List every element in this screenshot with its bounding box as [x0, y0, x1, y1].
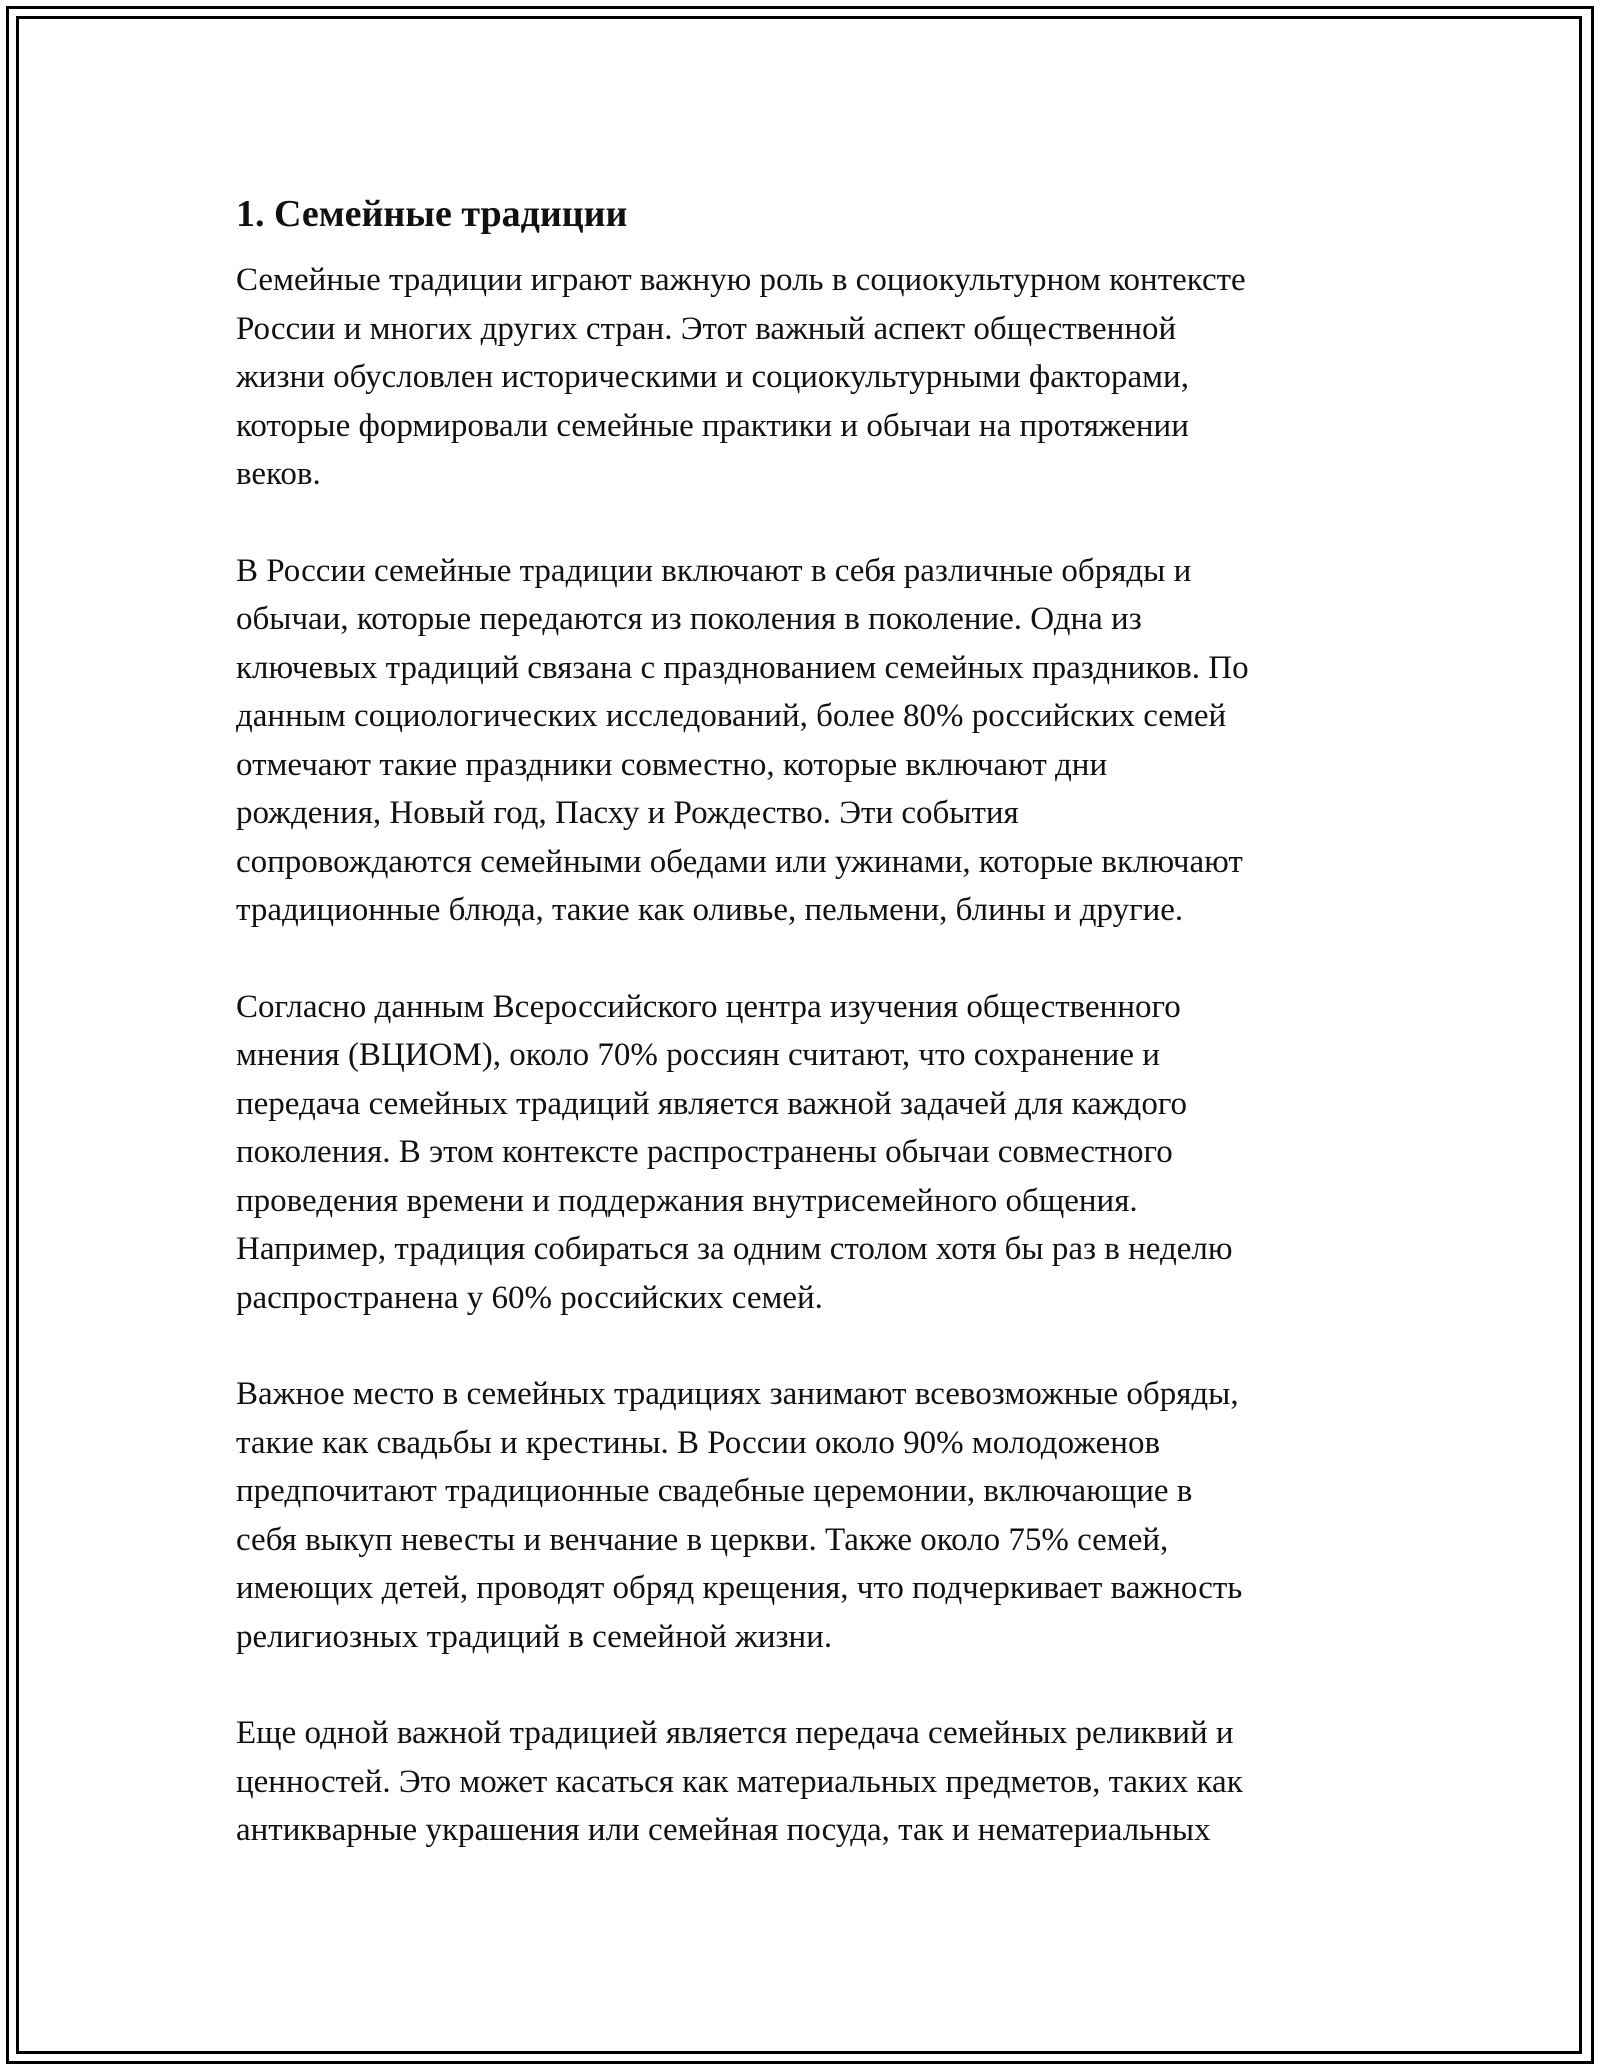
paragraph-4: Важное место в семейных традициях занимают всевозможные обряды, такие как свадьбы и крестины. В России около 90% молодоженов предпочитают традиционные свадебные церемонии, включающие в себя выкуп невесты и венчание в церкви. Также около 75% семей, имеющих детей, проводят обряд крещения, что подчеркивает важность религиозных традиций в семейной жизни.	[236, 1376, 1243, 1655]
document-body	[236, 186, 1376, 1903]
paragraph-2: В России семейные традиции включают в себя различные обряды и обычаи, которые передаются из поколения в поколение. Одна из ключевых традиций связана с празднованием семейных праздников. По данным социологических исследований, более 80% российских семей отмечают такие праздники совместно, которые включают дни рождения, Новый год, Пасху и Рождество. Эти события сопровождаются семейными обедами или ужинами, которые включают традиционные блюда, такие как оливье, пельмени, блины и другие.	[236, 552, 1249, 928]
section-heading: 1. Семейные традиции	[236, 193, 628, 235]
paragraph-5: Еще одной важной традицией является передача семейных реликвий и ценностей. Это может касаться как материальных предметов, таких как антикварные украшения или семейная посуда, так и нематериальных	[236, 1715, 1243, 1848]
paragraph-1: Семейные традиции играют важную роль в социокультурном контексте России и многих других стран. Этот важный аспект общественной жизни обусловлен историческими и социокультурными факторами, которые формировали семейные практики и обычаи на протяжении веков.	[236, 262, 1246, 492]
paragraph-3: Согласно данным Всероссийского центра изучения общественного мнения (ВЦИОМ), около 70% россиян считают, что сохранение и передача семейных традиций является важной задачей для каждого поколения. В этом контексте распространены обычаи совместного проведения времени и поддержания внутрисемейного общения. Например, традиция собираться за одним столом хотя бы раз в неделю распространена у 60% российских семей.	[236, 988, 1233, 1316]
